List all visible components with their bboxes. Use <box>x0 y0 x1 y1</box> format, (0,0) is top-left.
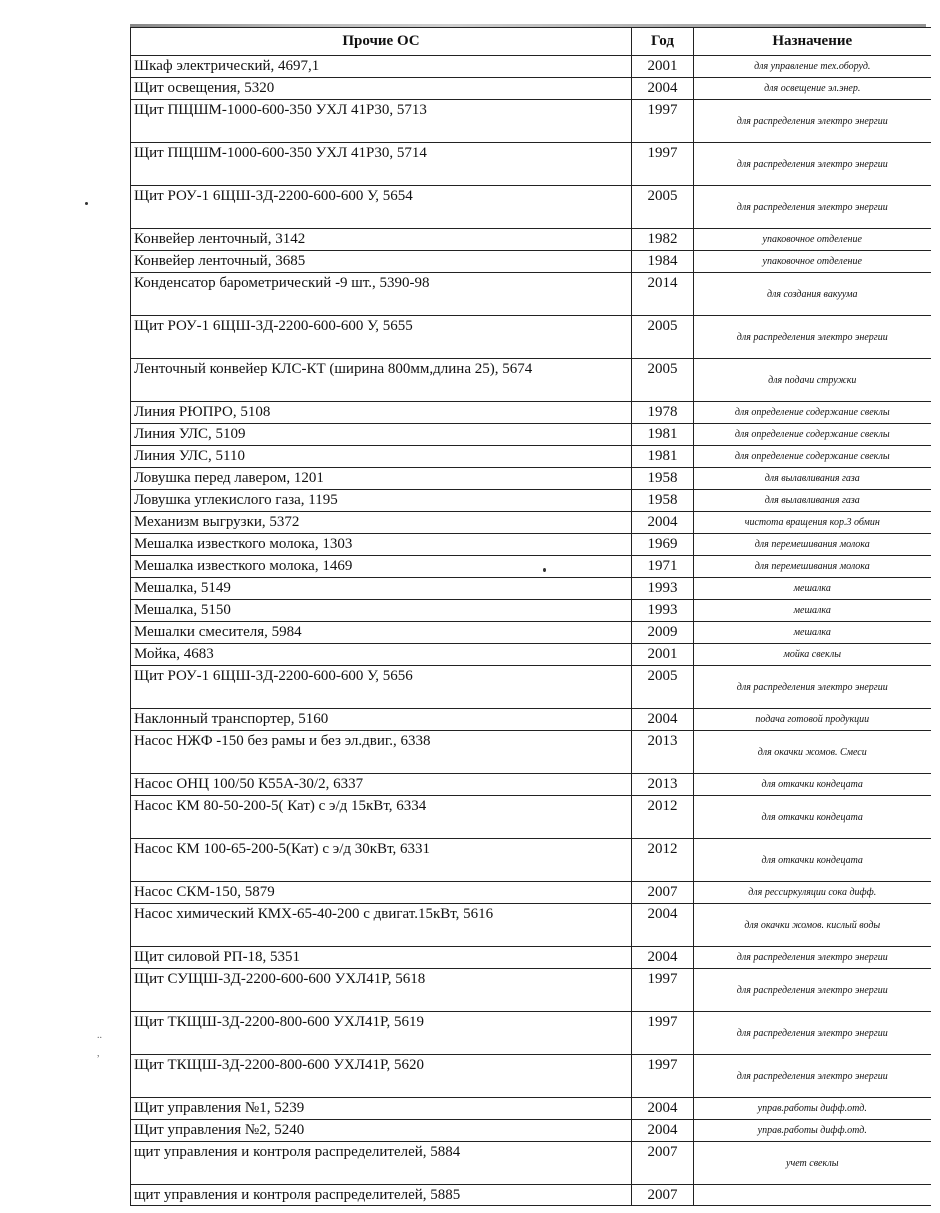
table-row <box>131 1012 931 1055</box>
row-name: Мешалка, 5150 <box>131 600 632 622</box>
table-row <box>131 100 931 143</box>
scan-dust: , <box>97 1048 100 1059</box>
row-purpose: для перемешивания молока <box>694 556 931 578</box>
row-name: Мойка, 4683 <box>131 644 632 666</box>
row-year: 2004 <box>632 1120 694 1142</box>
table-row <box>131 186 931 229</box>
table-row <box>131 56 931 78</box>
row-purpose: для окачки жомов. Смеси <box>694 731 931 774</box>
row-name: Насос ОНЦ 100/50 К55А-30/2, 6337 <box>131 774 632 796</box>
row-name: Насос КМ 80-50-200-5( Кат) с э/д 15кВт, 6334 <box>131 796 632 839</box>
row-purpose: мешалка <box>694 622 931 644</box>
row-year: 2001 <box>632 644 694 666</box>
row-purpose: для рессиркуляции сока дифф. <box>694 882 931 904</box>
row-purpose: подача готовой продукции <box>694 709 931 731</box>
table-row <box>131 1185 931 1206</box>
row-purpose: для определение содержание свеклы <box>694 446 931 468</box>
row-year: 1997 <box>632 969 694 1012</box>
row-year: 1993 <box>632 600 694 622</box>
row-year: 2005 <box>632 186 694 229</box>
row-name: Щит РОУ-1 6ЩШ-3Д-2200-600-600 У, 5654 <box>131 186 632 229</box>
table-row <box>131 424 931 446</box>
row-year: 2004 <box>632 904 694 947</box>
row-year: 2005 <box>632 666 694 709</box>
row-year: 2007 <box>632 882 694 904</box>
table-row <box>131 1098 931 1120</box>
table-row <box>131 709 931 731</box>
table-row <box>131 78 931 100</box>
table-row <box>131 1120 931 1142</box>
table-row <box>131 143 931 186</box>
row-year: 2009 <box>632 622 694 644</box>
row-purpose: мешалка <box>694 578 931 600</box>
row-year: 1997 <box>632 143 694 186</box>
row-year: 2013 <box>632 731 694 774</box>
row-purpose: для откачки кондецата <box>694 839 931 882</box>
row-name: Конденсатор барометрический -9 шт., 5390-98 <box>131 273 632 316</box>
row-year: 1958 <box>632 468 694 490</box>
row-purpose: для распределения электро энергии <box>694 1012 931 1055</box>
table-header-row <box>131 28 931 56</box>
table-row <box>131 666 931 709</box>
row-name: Щит ПЩШМ-1000-600-350 УХЛ 41Р30, 5714 <box>131 143 632 186</box>
row-purpose: для управление тех.оборуд. <box>694 56 931 78</box>
assets-table <box>130 27 931 1206</box>
row-name: Мешалка известкого молока, 1303 <box>131 534 632 556</box>
row-year: 2004 <box>632 1098 694 1120</box>
row-purpose: учет свеклы <box>694 1142 931 1185</box>
table-row <box>131 402 931 424</box>
table-row <box>131 1055 931 1098</box>
row-name: Конвейер ленточный, 3685 <box>131 251 632 273</box>
table-row <box>131 556 931 578</box>
row-name: Щит ТКЩШ-3Д-2200-800-600 УХЛ41Р, 5620 <box>131 1055 632 1098</box>
row-name: Линия УЛС, 5110 <box>131 446 632 468</box>
row-purpose: для вылавливания газа <box>694 490 931 512</box>
row-name: Щит управления №1, 5239 <box>131 1098 632 1120</box>
table-row <box>131 273 931 316</box>
row-year: 2005 <box>632 316 694 359</box>
row-name: Механизм выгрузки, 5372 <box>131 512 632 534</box>
row-purpose: для откачки кондецата <box>694 774 931 796</box>
row-name: Ловушка перед лавером, 1201 <box>131 468 632 490</box>
row-name: Насос химический КМХ-65-40-200 с двигат.15кВт, 5616 <box>131 904 632 947</box>
table-row <box>131 839 931 882</box>
table-row <box>131 904 931 947</box>
row-name: Щит освещения, 5320 <box>131 78 632 100</box>
row-purpose: управ.работы дифф.отд. <box>694 1098 931 1120</box>
row-name: Мешалка известкого молока, 1469 <box>131 556 632 578</box>
row-name: Ленточный конвейер КЛС-КТ (ширина 800мм,длина 25), 5674 <box>131 359 632 402</box>
table-row <box>131 229 931 251</box>
row-year: 2013 <box>632 774 694 796</box>
row-purpose: для распределения электро энергии <box>694 666 931 709</box>
table-row <box>131 796 931 839</box>
table-body <box>131 56 931 1206</box>
row-year: 2007 <box>632 1185 694 1206</box>
table-row <box>131 512 931 534</box>
column-header-purpose: Назначение <box>694 28 931 56</box>
row-name: Щит СУЩШ-3Д-2200-600-600 УХЛ41Р, 5618 <box>131 969 632 1012</box>
row-name: Линия УЛС, 5109 <box>131 424 632 446</box>
row-purpose: для распределения электро энергии <box>694 947 931 969</box>
table-row <box>131 534 931 556</box>
row-year: 1981 <box>632 446 694 468</box>
row-year: 1981 <box>632 424 694 446</box>
row-year: 1984 <box>632 251 694 273</box>
row-name: Ловушка углекислого газа, 1195 <box>131 490 632 512</box>
row-year: 1982 <box>632 229 694 251</box>
row-year: 2007 <box>632 1142 694 1185</box>
scan-dust <box>85 202 88 205</box>
row-year: 2004 <box>632 78 694 100</box>
row-purpose: управ.работы дифф.отд. <box>694 1120 931 1142</box>
table-row <box>131 969 931 1012</box>
row-year: 2012 <box>632 839 694 882</box>
table-row <box>131 882 931 904</box>
row-year: 2004 <box>632 709 694 731</box>
row-purpose: упаковочное отделение <box>694 229 931 251</box>
row-purpose: для перемешивания молока <box>694 534 931 556</box>
table-row <box>131 446 931 468</box>
row-year: 2004 <box>632 947 694 969</box>
row-year: 1971 <box>632 556 694 578</box>
row-name: Насос СКМ-150, 5879 <box>131 882 632 904</box>
table-row <box>131 359 931 402</box>
row-name: Щит ТКЩШ-3Д-2200-800-600 УХЛ41Р, 5619 <box>131 1012 632 1055</box>
row-name: Щит силовой РП-18, 5351 <box>131 947 632 969</box>
row-year: 2001 <box>632 56 694 78</box>
row-year: 2012 <box>632 796 694 839</box>
table-row <box>131 316 931 359</box>
row-name: щит управления и контроля распределителей, 5885 <box>131 1185 632 1206</box>
row-purpose: для распределения электро энергии <box>694 186 931 229</box>
table-row <box>131 622 931 644</box>
row-purpose: для создания вакуума <box>694 273 931 316</box>
row-name: Щит РОУ-1 6ЩШ-3Д-2200-600-600 У, 5656 <box>131 666 632 709</box>
row-purpose: для определение содержание свеклы <box>694 402 931 424</box>
column-header-name: Прочие ОС <box>131 28 632 56</box>
row-purpose: для окачки жомов. кислый воды <box>694 904 931 947</box>
row-year: 2004 <box>632 512 694 534</box>
row-year: 2014 <box>632 273 694 316</box>
column-header-year: Год <box>632 28 694 56</box>
row-purpose: мойка свеклы <box>694 644 931 666</box>
row-purpose: для распределения электро энергии <box>694 969 931 1012</box>
row-year: 2005 <box>632 359 694 402</box>
row-name: Насос НЖФ -150 без рамы и без эл.двиг., 6338 <box>131 731 632 774</box>
table-row <box>131 947 931 969</box>
row-purpose: мешалка <box>694 600 931 622</box>
row-name: Насос КМ 100-65-200-5(Кат) с э/д 30кВт, 6331 <box>131 839 632 882</box>
table-row <box>131 578 931 600</box>
row-purpose: для распределения электро энергии <box>694 316 931 359</box>
row-purpose: для подачи стружки <box>694 359 931 402</box>
row-year: 1997 <box>632 1055 694 1098</box>
row-name: Щит РОУ-1 6ЩШ-3Д-2200-600-600 У, 5655 <box>131 316 632 359</box>
row-purpose: для освещение эл.энер. <box>694 78 931 100</box>
table-row <box>131 774 931 796</box>
row-name: Мешалка, 5149 <box>131 578 632 600</box>
scan-dust: .. <box>97 1030 102 1041</box>
table-row <box>131 1142 931 1185</box>
row-purpose: для откачки кондецата <box>694 796 931 839</box>
row-name: щит управления и контроля распределителей, 5884 <box>131 1142 632 1185</box>
table-row <box>131 468 931 490</box>
row-purpose: упаковочное отделение <box>694 251 931 273</box>
table-row <box>131 251 931 273</box>
row-name: Щит управления №2, 5240 <box>131 1120 632 1142</box>
row-purpose <box>694 1185 931 1206</box>
row-purpose: для распределения электро энергии <box>694 100 931 143</box>
row-name: Конвейер ленточный, 3142 <box>131 229 632 251</box>
row-purpose: для вылавливания газа <box>694 468 931 490</box>
table-row <box>131 490 931 512</box>
row-name: Щит ПЩШМ-1000-600-350 УХЛ 41Р30, 5713 <box>131 100 632 143</box>
row-year: 1997 <box>632 1012 694 1055</box>
row-name: Шкаф электрический, 4697,1 <box>131 56 632 78</box>
table-row <box>131 731 931 774</box>
row-year: 1969 <box>632 534 694 556</box>
row-year: 1997 <box>632 100 694 143</box>
row-name: Наклонный транспортер, 5160 <box>131 709 632 731</box>
row-year: 1993 <box>632 578 694 600</box>
row-year: 1978 <box>632 402 694 424</box>
row-purpose: для определение содержание свеклы <box>694 424 931 446</box>
table-row <box>131 644 931 666</box>
row-purpose: чистота вращения кор.3 обмин <box>694 512 931 534</box>
row-purpose: для распределения электро энергии <box>694 1055 931 1098</box>
table-row <box>131 600 931 622</box>
row-year: 1958 <box>632 490 694 512</box>
row-purpose: для распределения электро энергии <box>694 143 931 186</box>
row-name: Мешалки смесителя, 5984 <box>131 622 632 644</box>
row-name: Линия РЮПРО, 5108 <box>131 402 632 424</box>
